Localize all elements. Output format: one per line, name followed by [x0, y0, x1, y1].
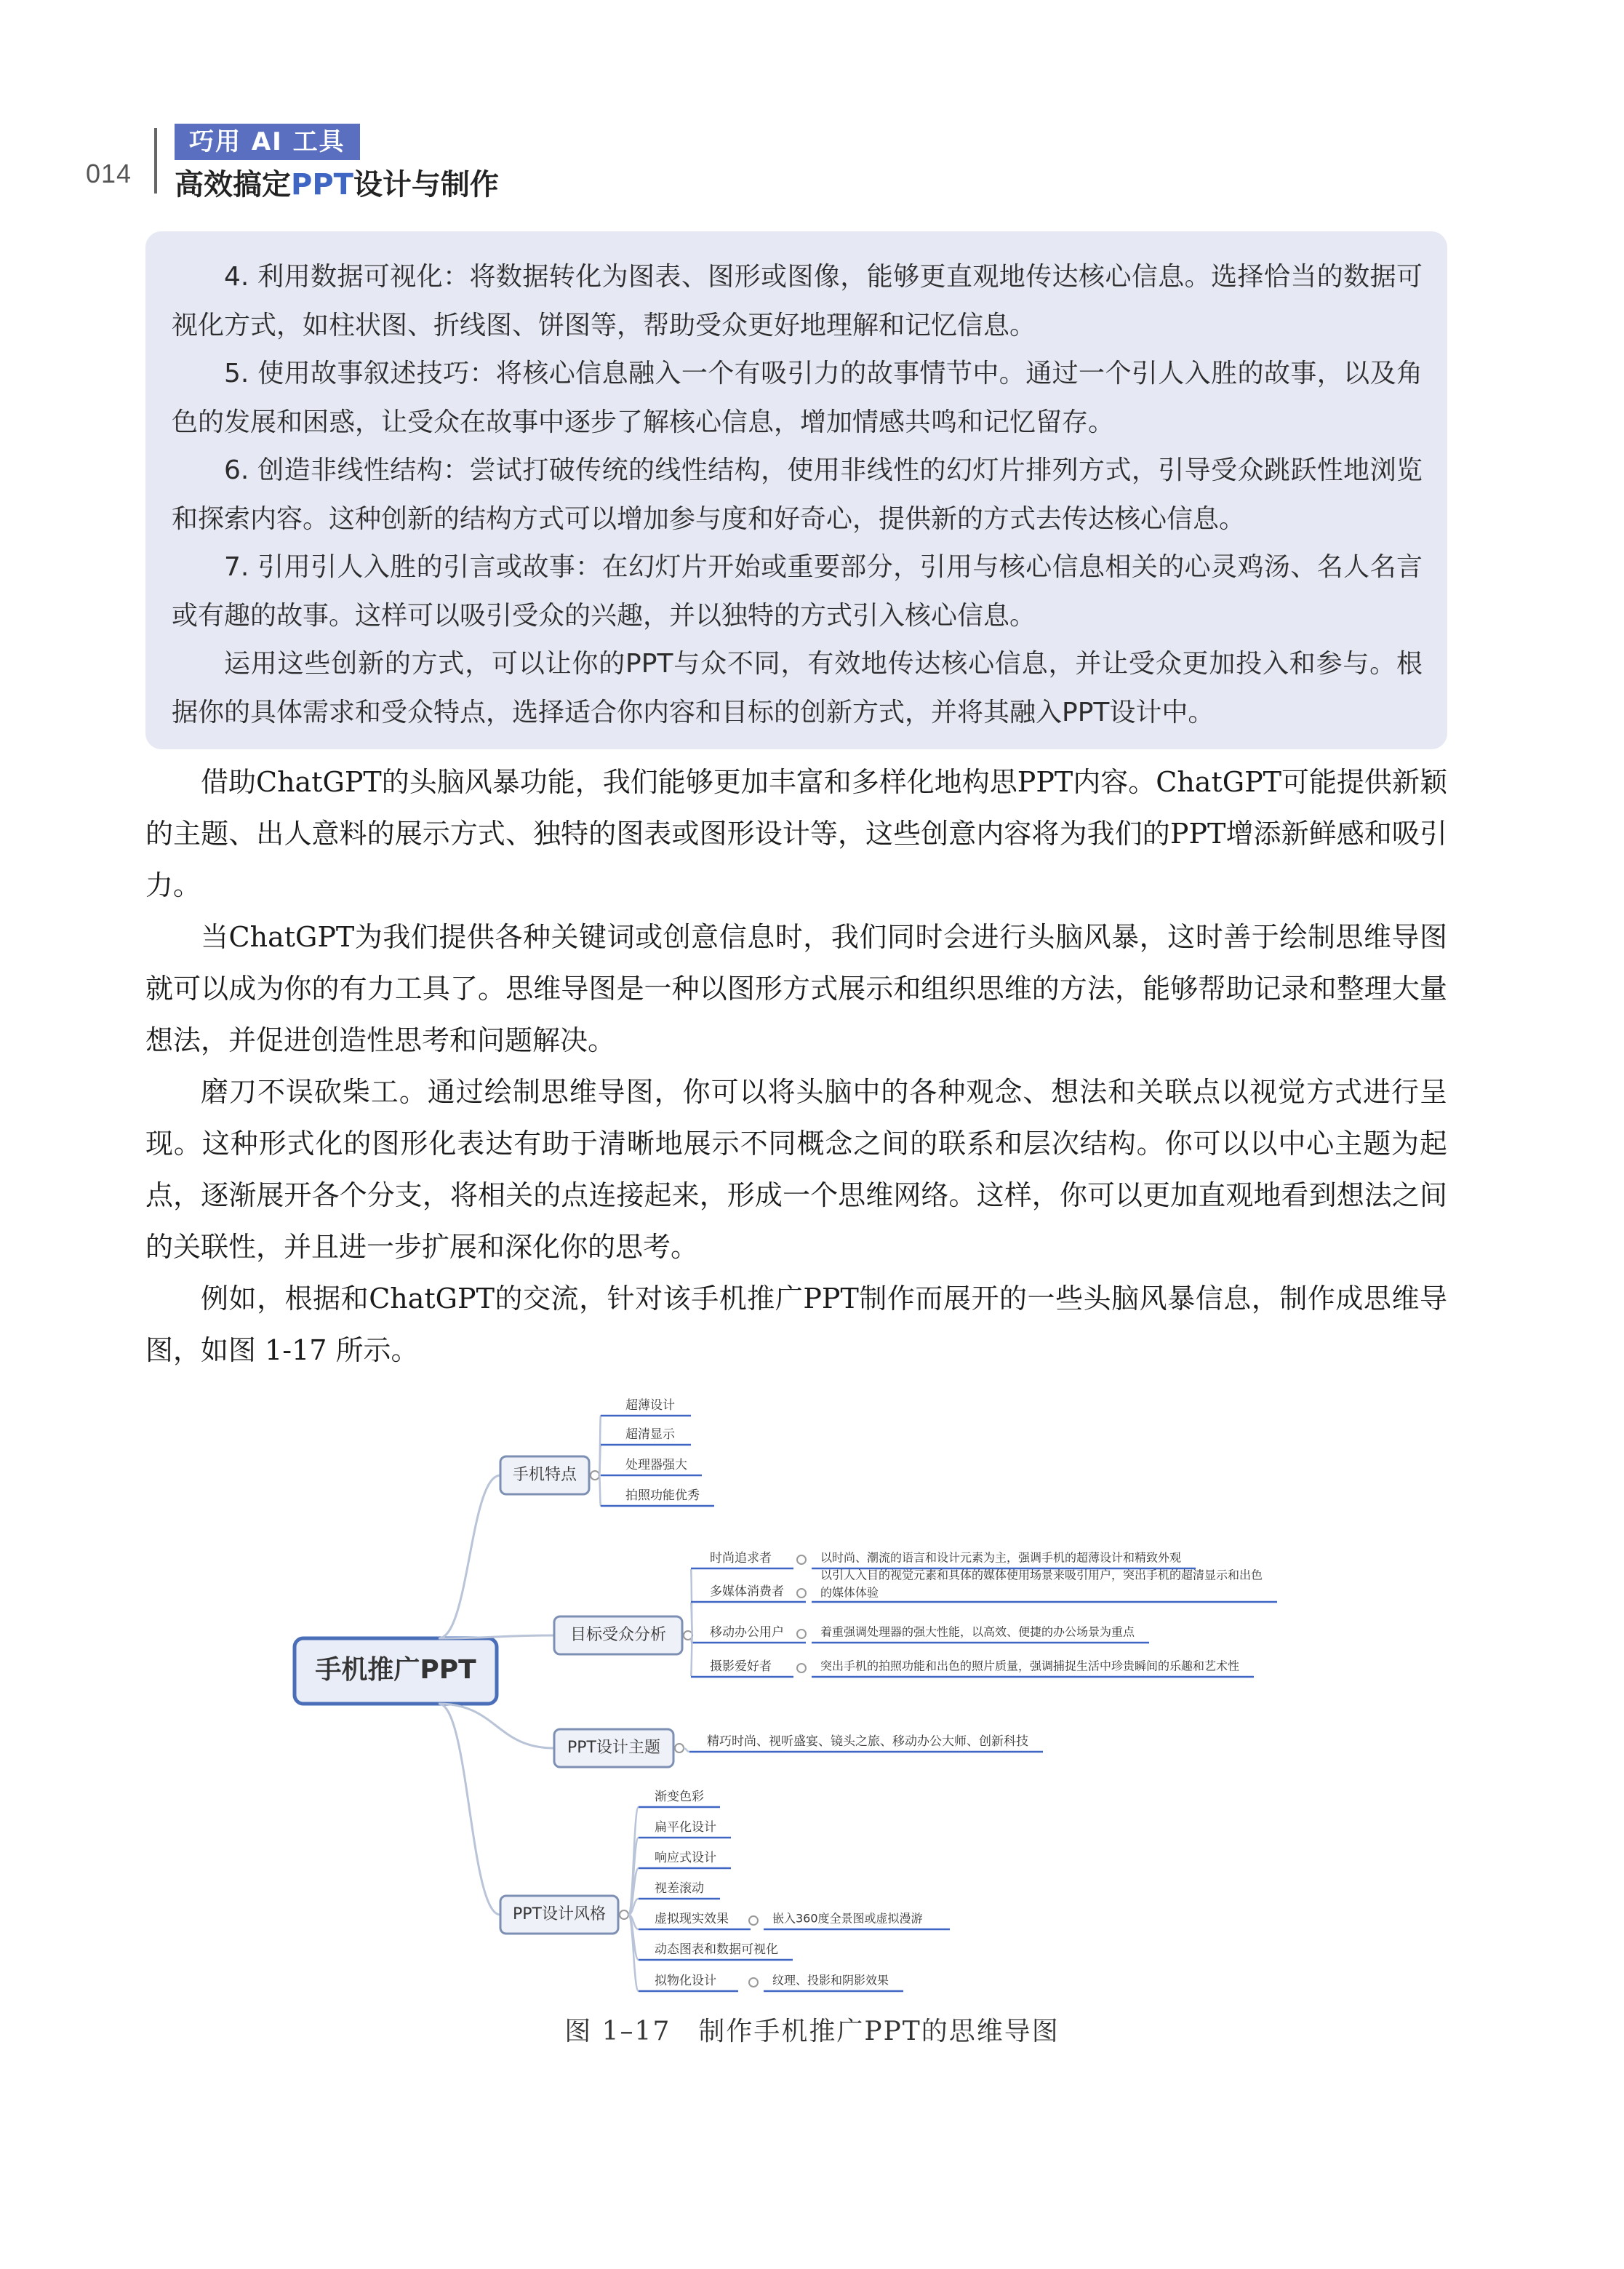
child-node-label: 拟物化设计: [655, 1974, 716, 1988]
child-collapse-dot: [797, 1664, 806, 1672]
branch-node-label: 目标受众分析: [569, 1626, 667, 1644]
body-paragraph: 磨刀不误砍柴工。通过绘制思维导图，你可以将头脑中的各种观念、想法和关联点以视觉方式进行呈现。这种形式化的图形化表达有助于清晰地展示不同概念之间的联系和层次结构。你可以以中心主题为起点，逐渐展开各个分支，将相关的点连接起来，形成一个思维网络。这样，你可以更加直观地看到想法之间的关联性，并且进一步扩展和深化你的思考。: [145, 1076, 1447, 1263]
child-detail-text: 纹理、投影和阴影效果: [772, 1973, 889, 1987]
body-paragraph: 当ChatGPT为我们提供各种关键词或创意信息时，我们同时会进行头脑风暴，这时善于绘制思维导图就可以成为你的有力工具了。思维导图是一种以图形方式展示和组织思维的方法，能够帮助记录和整理大量想法，并促进创造性思考和问题解决。: [145, 921, 1447, 1056]
child-collapse-dot: [797, 1630, 806, 1638]
child-detail-text: 以时尚、潮流的语言和设计元素为主，强调手机的超薄设计和精致外观: [820, 1550, 1182, 1565]
child-detail-text: 的媒体体验: [820, 1585, 879, 1600]
branch-collapse-dot: [591, 1471, 599, 1480]
book-title-prefix: 高效搞定: [175, 168, 291, 202]
center-to-branch-connector: [439, 1704, 500, 1915]
child-detail-text: 以引人入目的视觉元素和具体的媒体使用场景来吸引用户，突出手机的超清显示和出色: [820, 1568, 1263, 1582]
callout-paragraph: 5. 使用故事叙述技巧：将核心信息融入一个有吸引力的故事情节中。通过一个引人入胜的故事，以及角色的发展和困惑，让受众在故事中逐步了解核心信息，增加情感共鸣和记忆留存。: [172, 359, 1423, 437]
callout-paragraph: 运用这些创新的方式，可以让你的PPT与众不同，有效地传达核心信息，并让受众更加投入和参与。根据你的具体需求和受众特点，选择适合你内容和目标的创新方式，并将其融入PPT设计中。: [172, 649, 1423, 727]
child-node-label: 处理器强大: [625, 1458, 687, 1472]
branch-collapse-dot: [675, 1744, 684, 1752]
center-node-label: 手机推广PPT: [315, 1655, 476, 1685]
branch-to-child-connector: [691, 1635, 692, 1677]
branch-to-child-connector: [599, 1475, 601, 1506]
child-node-label: 动态图表和数据可视化: [655, 1942, 778, 1957]
body-paragraph: 例如，根据和ChatGPT的交流，针对该手机推广PPT制作而展开的一些头脑风暴信息，制作成思维导图，如图 1-17 所示。: [145, 1283, 1447, 1366]
branch-to-child-connector: [691, 1602, 692, 1635]
child-node-label: 超薄设计: [625, 1398, 675, 1413]
child-node-label: 超清显示: [625, 1427, 675, 1442]
child-collapse-dot: [797, 1555, 806, 1564]
child-node-label: 视差滚动: [655, 1881, 704, 1896]
branch-to-child-connector: [684, 1748, 689, 1752]
callout-paragraph: 6. 创造非线性结构：尝试打破传统的线性结构，使用非线性的幻灯片排列方式，引导受众跳跃性地浏览和探索内容。这种创新的结构方式可以增加参与度和好奇心，提供新的方式去传达核心信息。: [172, 455, 1423, 534]
child-node-label: 拍照功能优秀: [625, 1488, 700, 1503]
branch-to-child-connector: [599, 1445, 601, 1475]
series-badge: 巧用 AI 工具: [175, 124, 360, 160]
book-title-suffix: 设计与制作: [353, 168, 499, 202]
child-node-label: 多媒体消费者: [710, 1584, 784, 1599]
branch-collapse-dot: [620, 1910, 628, 1919]
book-title-accent: PPT: [291, 168, 353, 202]
child-collapse-dot: [749, 1978, 758, 1987]
callout-paragraph: 4. 利用数据可视化：将数据转化为图表、图形或图像，能够更直观地传达核心信息。选择恰当的数据可视化方式，如柱状图、折线图、饼图等，帮助受众更好地理解和记忆信息。: [172, 262, 1423, 340]
child-node-label: 精巧时尚、视听盛宴、镜头之旅、移动办公大师、创新科技: [707, 1734, 1028, 1749]
child-detail-text: 突出手机的拍照功能和出色的照片质量，强调捕捉生活中珍贵瞬间的乐趣和艺术性: [820, 1659, 1240, 1673]
branch-node-label: PPT设计主题: [567, 1739, 660, 1757]
callout-paragraph: 7. 引用引人入胜的引言或故事：在幻灯片开始或重要部分，引用与核心信息相关的心灵鸡汤、名人名言或有趣的故事。这样可以吸引受众的兴趣，并以独特的方式引入核心信息。: [172, 552, 1423, 631]
branch-to-child-connector: [628, 1915, 639, 1991]
child-node-label: 移动办公用户: [710, 1625, 784, 1640]
center-to-branch-connector: [439, 1475, 500, 1638]
page-number: 014: [86, 159, 132, 188]
center-to-branch-connector: [439, 1704, 554, 1748]
child-detail-text: 着重强调处理器的强大性能，以高效、便捷的办公场景为重点: [820, 1624, 1135, 1639]
child-collapse-dot: [797, 1589, 806, 1598]
child-node-label: 虚拟现实效果: [655, 1912, 729, 1926]
child-detail-text: 嵌入360度全景图或虚拟漫游: [772, 1911, 923, 1926]
child-collapse-dot: [749, 1916, 758, 1925]
branch-node-label: PPT设计风格: [513, 1905, 606, 1923]
child-node-label: 时尚追求者: [710, 1551, 772, 1566]
child-node-label: 渐变色彩: [655, 1790, 704, 1804]
body-paragraph: 借助ChatGPT的头脑风暴功能，我们能够更加丰富和多样化地构思PPT内容。ChatGPT可能提供新颖的主题、出人意料的展示方式、独特的图表或图形设计等，这些创意内容将为我们的PPT增添新鲜感和吸引力。: [145, 766, 1447, 901]
figure-caption: 图 1–17 制作手机推广PPT的思维导图: [564, 2017, 1060, 2046]
child-node-label: 响应式设计: [655, 1851, 716, 1865]
child-node-label: 扁平化设计: [655, 1820, 716, 1835]
child-node-label: 摄影爱好者: [710, 1659, 772, 1674]
branch-node-label: 手机特点: [512, 1466, 577, 1484]
